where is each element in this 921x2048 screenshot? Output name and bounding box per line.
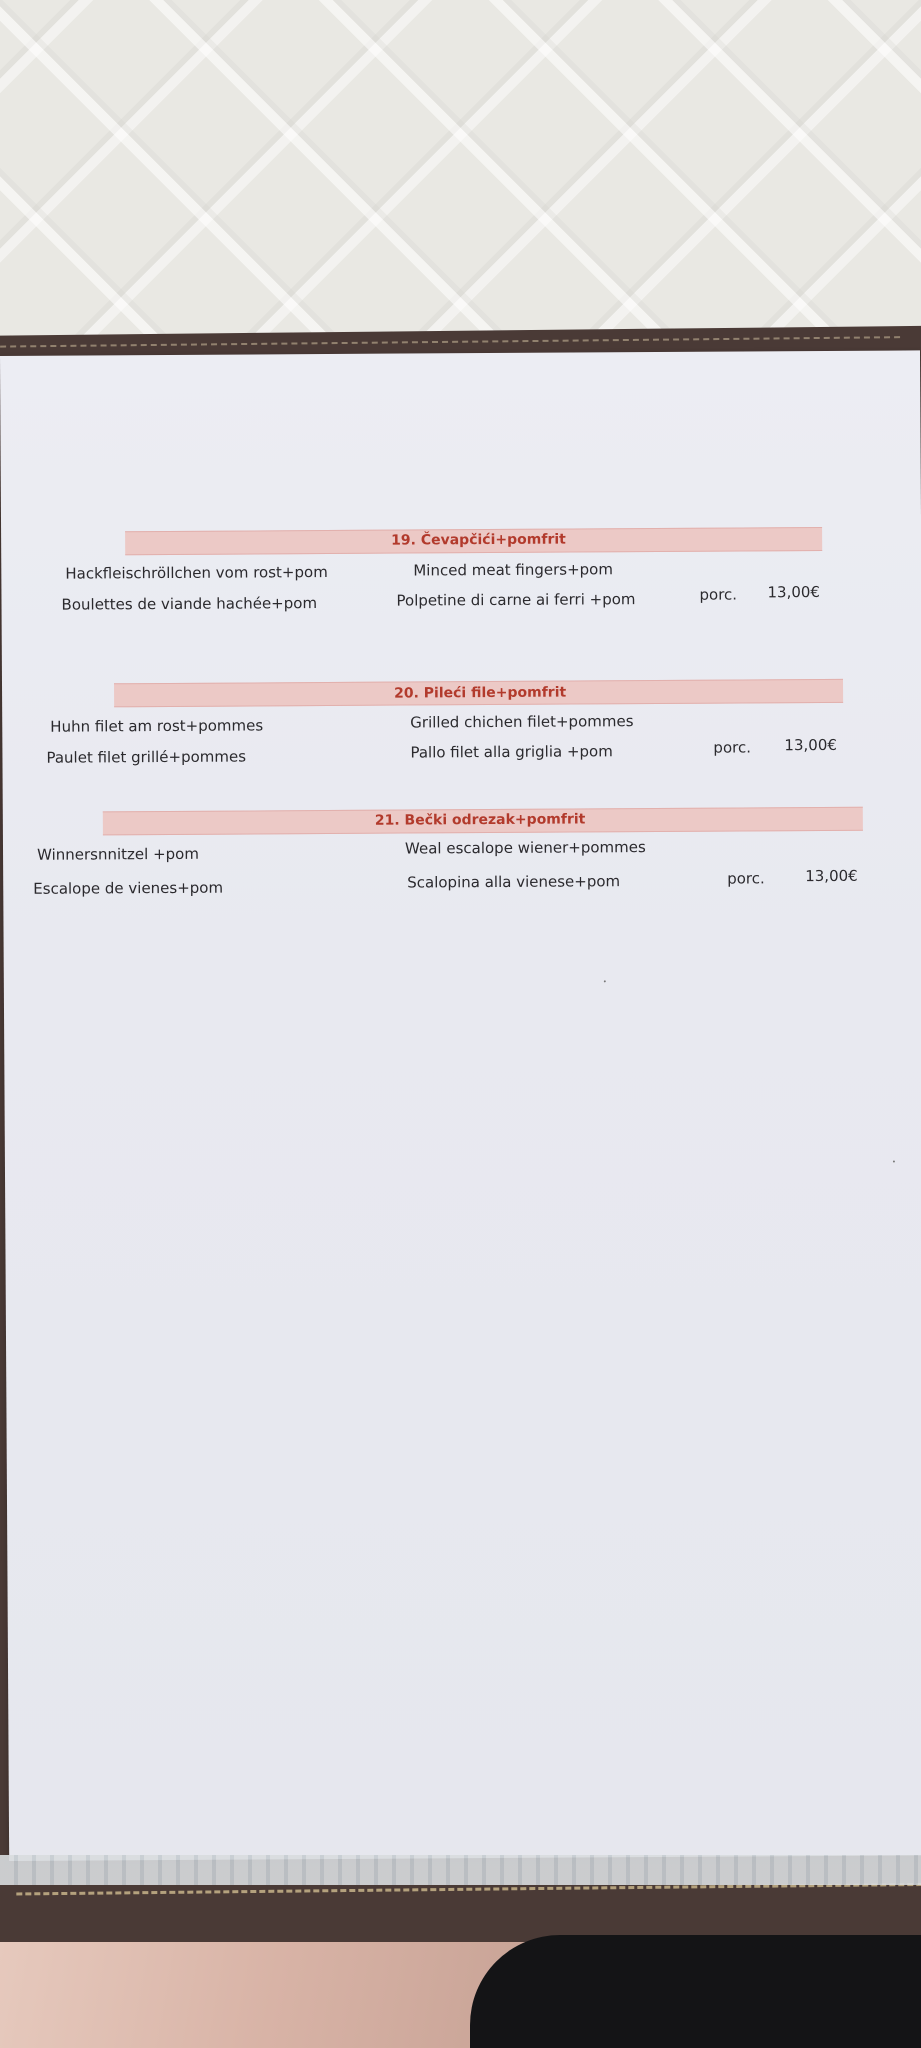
plastic-sleeve-edge xyxy=(0,1855,921,1885)
tablecloth xyxy=(0,0,921,360)
portion-label: porc. xyxy=(699,585,738,604)
item-price: 13,00€ xyxy=(805,866,858,886)
item-name-german: Hackfleischröllchen vom rost+pom xyxy=(65,563,328,583)
item-name-german: Huhn filet am rost+pommes xyxy=(50,716,264,736)
item-name-french: Escalope de vienes+pom xyxy=(33,878,224,898)
paper-speck xyxy=(604,980,606,982)
portion-label: porc. xyxy=(727,869,765,888)
item-name-english: Minced meat fingers+pom xyxy=(413,560,614,580)
item-name-english: Weal escalope wiener+pommes xyxy=(404,838,646,858)
item-name-english: Grilled chichen filet+pommes xyxy=(410,712,634,732)
item-name-french: Paulet filet grillé+pommes xyxy=(46,747,247,767)
portion-label: porc. xyxy=(713,738,752,757)
section-title: 20. Pileći file+pomfrit xyxy=(394,684,567,702)
menu-page xyxy=(0,350,921,1861)
item-name-italian: Pallo filet alla griglia +pom xyxy=(410,742,613,762)
item-price: 13,00€ xyxy=(784,735,837,755)
item-price: 13,00€ xyxy=(767,582,821,602)
item-name-german: Winnersnnitzel +pom xyxy=(36,844,199,864)
dark-object xyxy=(470,1935,921,2048)
cover-stitching-top xyxy=(0,336,900,347)
section-title: 19. Čevapčići+pomfrit xyxy=(391,531,566,549)
item-name-italian: Scalopina alla vienese+pom xyxy=(407,872,621,892)
item-name-french: Boulettes de viande hachée+pom xyxy=(61,594,318,614)
item-name-italian: Polpetine di carne ai ferri +pom xyxy=(396,590,636,610)
section-title: 21. Bečki odrezak+pomfrit xyxy=(374,811,586,829)
paper-speck xyxy=(893,1161,895,1163)
